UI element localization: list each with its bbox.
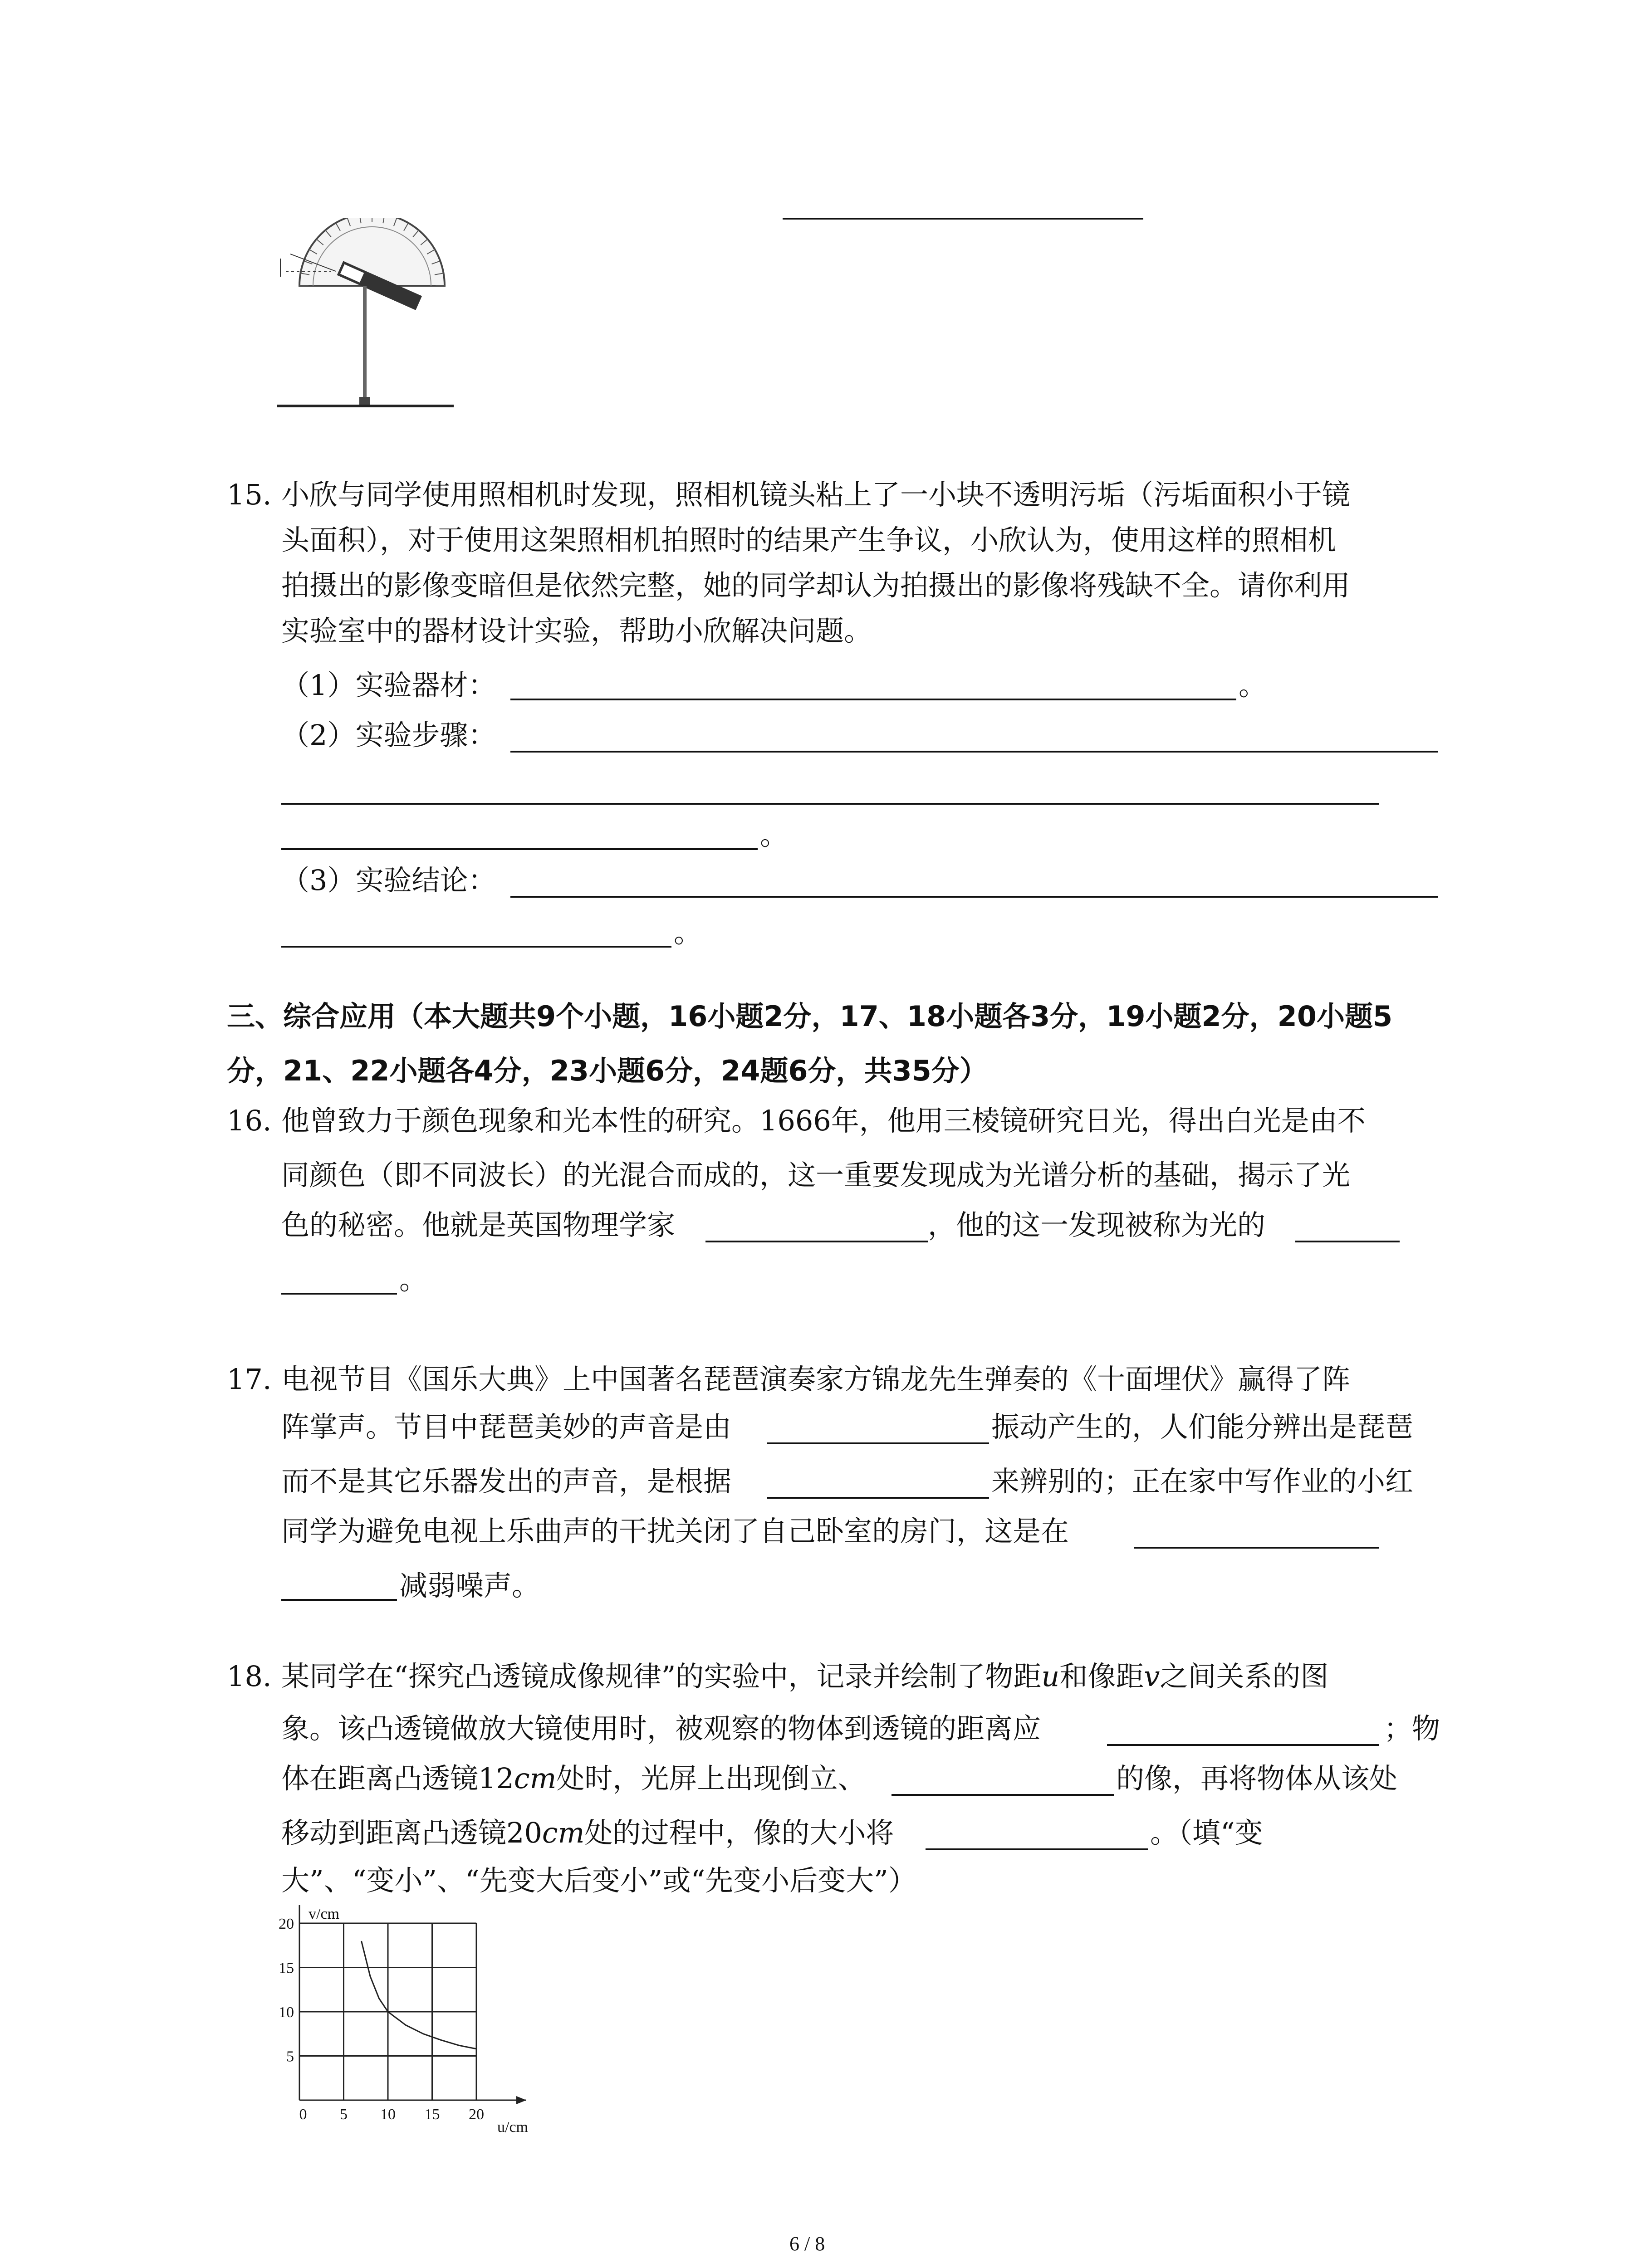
q15-equipment-blank[interactable] bbox=[510, 699, 1236, 700]
q17-vibration-blank[interactable] bbox=[767, 1442, 989, 1444]
x-axis-arrow bbox=[516, 2096, 526, 2104]
q15-number: 15. bbox=[227, 478, 272, 511]
q17-line-4: 同学为避免电视上乐曲声的干扰关闭了自己卧室的房门，这是在 bbox=[281, 1515, 1069, 1548]
q16-line-1: 他曾致力于颜色现象和光本性的研究。1666年，他用三棱镜研究日光，得出白光是由不 bbox=[281, 1104, 1366, 1137]
q18-line-4-text: 移动到距离凸透镜20 bbox=[281, 1816, 542, 1849]
x-tick-label: 0 bbox=[299, 2106, 307, 2123]
y-tick-label: 5 bbox=[286, 2048, 294, 2065]
q15-sub2-label: （2）实验步骤： bbox=[281, 719, 496, 752]
x-tick-label: 20 bbox=[469, 2106, 484, 2123]
section-3-heading-line-2: 分，21、22小题各4分，23小题6分，24题6分，共35分） bbox=[227, 1054, 988, 1087]
q18-line-4-text-2: 处的过程中，像的大小将 bbox=[584, 1816, 894, 1849]
q18-line-3-text: 体在距离凸透镜12 bbox=[281, 1762, 514, 1795]
q17-noise-blank-1[interactable] bbox=[1134, 1547, 1379, 1549]
q16-line-3a: 色的秘密。他就是英国物理学家 bbox=[281, 1208, 676, 1242]
q18-line-1c: 之间关系的图 bbox=[1160, 1660, 1329, 1693]
q18-line-3a bbox=[281, 1762, 866, 1795]
section-3-heading-line-1: 三、综合应用（本大题共9个小题，16小题2分，17、18小题各3分，19小题2分，20小题5 bbox=[227, 1000, 1393, 1033]
q15-sub1-end: 。 bbox=[1239, 669, 1267, 702]
q15-steps-blank-2[interactable] bbox=[281, 803, 1379, 805]
q15-sub3-label: （3）实验结论： bbox=[281, 864, 496, 897]
q17-number: 17. bbox=[227, 1363, 272, 1396]
y-axis-label: v/cm bbox=[309, 1906, 339, 1922]
q18-line-5: 大”、“变小”、“先变大后变小”或“先变小后变大”） bbox=[281, 1864, 916, 1897]
q18-line-3-text-2: 处时，光屏上出现倒立、 bbox=[556, 1762, 866, 1795]
q17-line-3b: 来辨别的；正在家中写作业的小红 bbox=[991, 1465, 1414, 1498]
y-tick-label: 20 bbox=[279, 1916, 294, 1932]
q18-line-1 bbox=[281, 1662, 1328, 1691]
x-tick-label: 10 bbox=[380, 2106, 396, 2123]
q16-line-3b: ，他的这一发现被称为光的 bbox=[928, 1208, 1266, 1242]
q17-timbre-blank[interactable] bbox=[767, 1497, 989, 1499]
q18-unit-cm-1: cm bbox=[514, 1762, 557, 1795]
q17-line-1: 电视节目《国乐大典》上中国著名琵琶演奏家方锦龙先生弹奏的《十面埋伏》赢得了阵 bbox=[281, 1363, 1351, 1396]
y-tick-label: 10 bbox=[279, 2004, 294, 2021]
q18-var-v: v bbox=[1144, 1660, 1160, 1693]
q18-line-2a: 象。该凸透镜做放大镜使用时，被观察的物体到透镜的距离应 bbox=[281, 1712, 1041, 1745]
q15-line-2: 头面积），对于使用这架照相机拍照时的结果产生争议，小欣认为，使用这样的照相机 bbox=[281, 523, 1337, 557]
q18-var-u: u bbox=[1041, 1660, 1060, 1693]
q18-line-4a bbox=[281, 1816, 894, 1849]
q18-distance-blank[interactable] bbox=[1107, 1744, 1379, 1746]
q17-line-2a: 阵掌声。节目中琵琶美妙的声音是由 bbox=[281, 1410, 732, 1443]
q17-line-2b: 振动产生的，人们能分辨出是琵琶 bbox=[991, 1410, 1414, 1443]
q16-number: 16. bbox=[227, 1104, 272, 1137]
q18-line-1a: 某同学在“探究凸透镜成像规律”的实验中，记录并绘制了物距 bbox=[281, 1660, 1042, 1693]
y-tick-label: 15 bbox=[279, 1960, 294, 1977]
q16-line-4: 。 bbox=[399, 1263, 428, 1296]
q15-steps-blank-3[interactable] bbox=[281, 848, 758, 850]
x-axis-label: u/cm bbox=[497, 2119, 528, 2136]
q18-line-1b: 和像距 bbox=[1059, 1660, 1144, 1693]
q16-line-2: 同颜色（即不同波长）的光混合而成的，这一重要发现成为光谱分析的基础，揭示了光 bbox=[281, 1158, 1351, 1192]
q17-line-3a: 而不是其它乐器发出的声音，是根据 bbox=[281, 1465, 732, 1498]
q15-steps-blank-1[interactable] bbox=[510, 751, 1438, 753]
uv-graph bbox=[268, 1905, 585, 2141]
q15-sub1-label: （1）实验器材： bbox=[281, 669, 496, 702]
x-tick-label: 15 bbox=[424, 2106, 440, 2123]
q15-line-3: 拍摄出的影像变暗但是依然完整，她的同学却认为拍摄出的影像将残缺不全。请你利用 bbox=[281, 569, 1351, 602]
protractor-apparatus-figure bbox=[272, 218, 467, 426]
top-answer-blank[interactable] bbox=[783, 218, 1143, 220]
q18-image-type-blank[interactable] bbox=[892, 1794, 1114, 1796]
q18-unit-cm-2: cm bbox=[542, 1816, 585, 1849]
q17-noise-blank-2[interactable] bbox=[281, 1599, 397, 1601]
q15-sub3-end: 。 bbox=[674, 916, 702, 949]
q16-physicist-blank[interactable] bbox=[705, 1241, 928, 1242]
q15-line-1: 小欣与同学使用照相机时发现，照相机镜头粘上了一小块不透明污垢（污垢面积小于镜 bbox=[281, 478, 1351, 511]
q15-conclusion-blank-2[interactable] bbox=[281, 946, 671, 948]
q18-size-change-blank[interactable] bbox=[926, 1848, 1148, 1850]
q15-sub2-end: 。 bbox=[760, 818, 789, 851]
data-series-line bbox=[362, 1941, 477, 2049]
page-number: 6 / 8 bbox=[789, 2233, 825, 2255]
q16-phenomenon-blank-2[interactable] bbox=[281, 1293, 397, 1295]
q15-line-4: 实验室中的器材设计实验，帮助小欣解决问题。 bbox=[281, 614, 872, 647]
q17-line-5: 减弱噪声。 bbox=[399, 1569, 540, 1602]
q18-number: 18. bbox=[227, 1660, 272, 1693]
q18-line-2b: ；物 bbox=[1384, 1712, 1440, 1745]
q16-phenomenon-blank-1[interactable] bbox=[1295, 1241, 1400, 1242]
q18-line-3c: 的像，再将物体从该处 bbox=[1116, 1762, 1398, 1795]
q18-line-4c: 。（填“变 bbox=[1150, 1816, 1263, 1849]
q15-conclusion-blank-1[interactable] bbox=[510, 896, 1438, 898]
x-tick-label: 5 bbox=[340, 2106, 348, 2123]
